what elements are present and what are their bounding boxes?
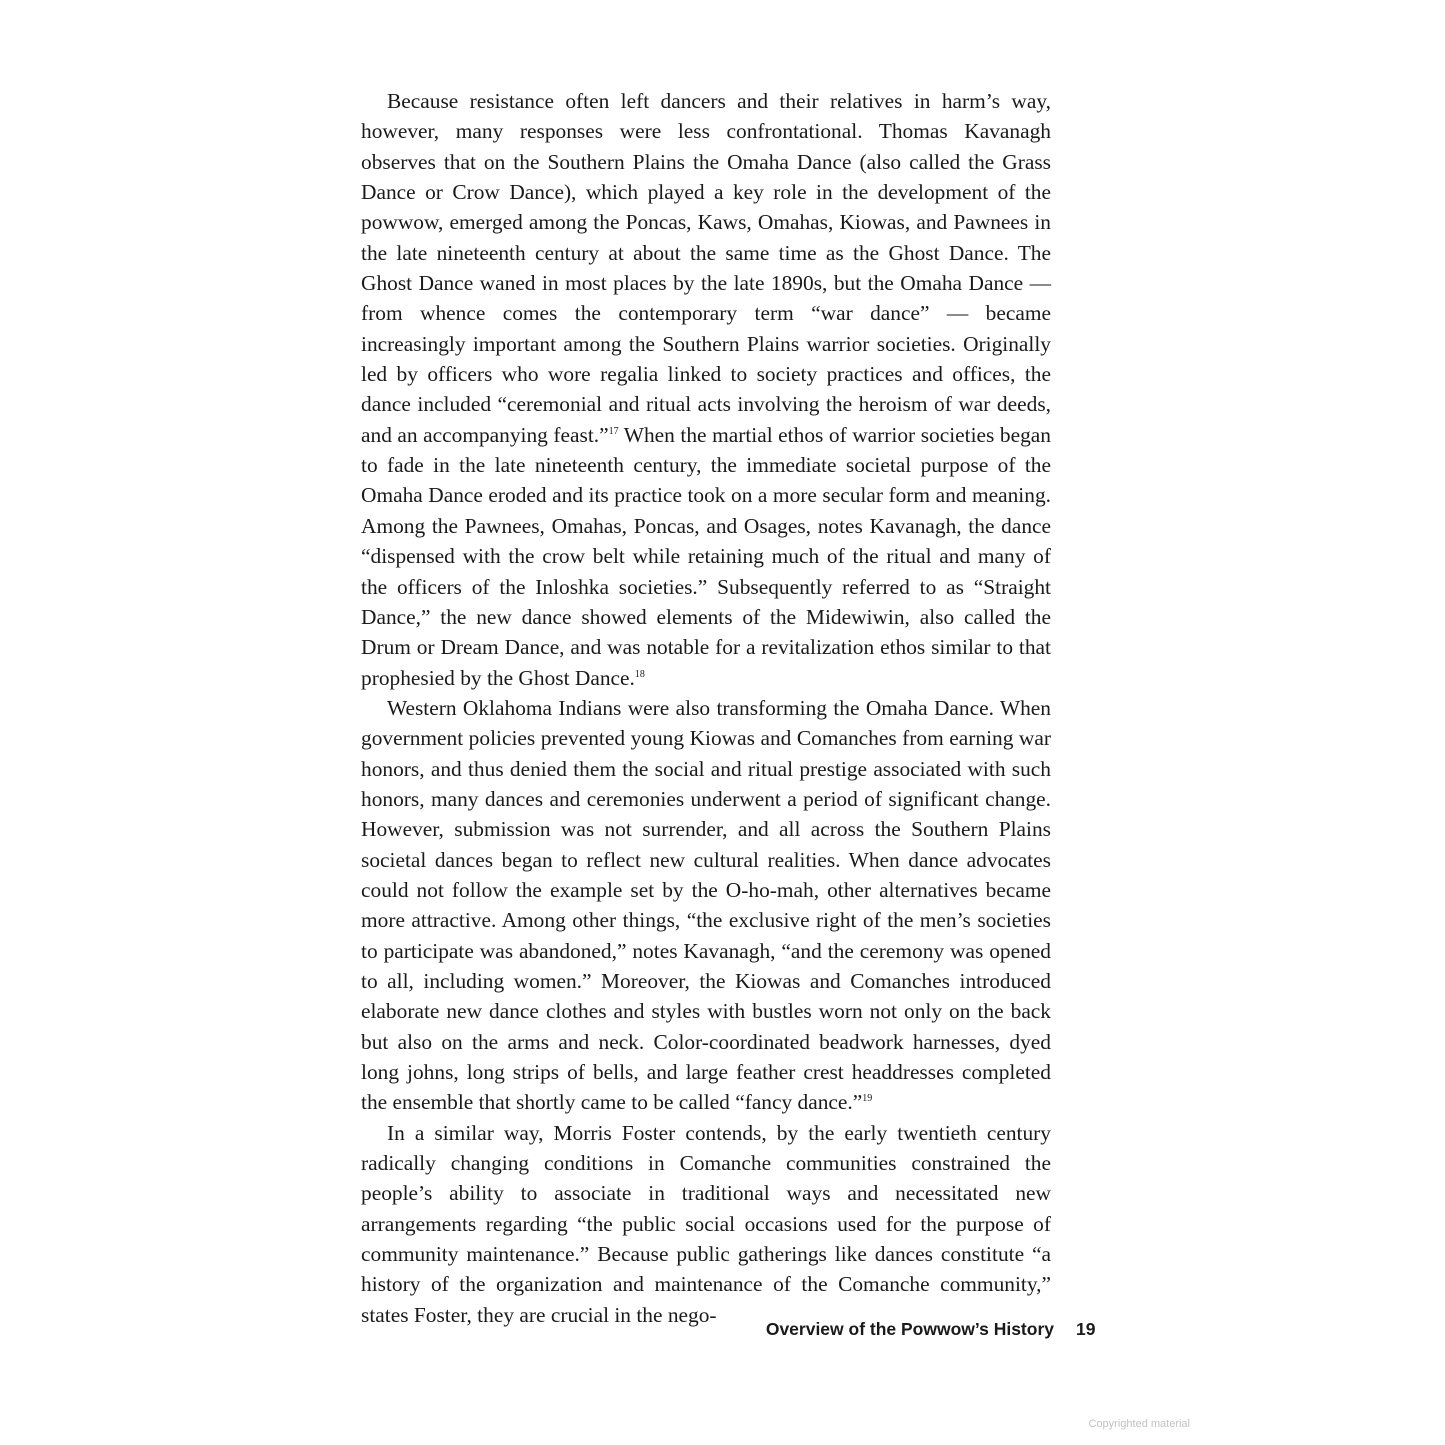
paragraph-3 xyxy=(361,1118,1051,1330)
running-title: Overview of the Powwow’s History xyxy=(765,1319,1054,1339)
page-number: 19 xyxy=(1076,1319,1096,1339)
paragraph-1 xyxy=(361,86,1051,693)
copyright-watermark: Copyrighted material xyxy=(1088,1418,1190,1430)
footnote-ref-17: 17 xyxy=(608,425,619,437)
paragraph-3-text: In a similar way, Morris Foster contends, by the early twentieth century radically changing conditions in Comanche communities constrained the people’s ability to associate in traditional ways and necessitated new arrangements regarding “the public social occasions used for the purpose of community maintenance.” Because public gatherings like dances constitute “a history of the organization and maintenance of the Comanche community,” states Foster, they are crucial in the nego- xyxy=(361,1120,1051,1327)
footnote-ref-18: 18 xyxy=(634,668,645,680)
paragraph-1-text-continued: When the martial ethos of warrior societies began to fade in the late nineteenth century, the immediate societal purpose of the Omaha Dance eroded and its practice took on a more secular form and meaning. Among the Pawnees, Omahas, Poncas, and Osages, notes Kavanagh, the dance “dispensed with the crow belt while retaining much of the ritual and many of the officers of the Inloshka societies.” Subsequently referred to as “Straight Dance,” the new dance showed elements of the Midewiwin, also called the Drum or Dream Dance, and was notable for a revitalization ethos similar to that prophesied by the Ghost Dance. xyxy=(361,422,1051,690)
paragraph-2 xyxy=(361,693,1051,1118)
body-text xyxy=(361,86,1051,1330)
running-footer xyxy=(700,1319,1100,1340)
paragraph-2-text: Western Oklahoma Indians were also transforming the Omaha Dance. When government policies prevented young Kiowas and Comanches from earning war honors, and thus denied them the social and ritual prestige associated with such honors, many dances and ceremonies underwent a period of significant change. However, submission was not surrender, and all across the Southern Plains societal dances began to reflect new cultural realities. When dance advocates could not follow the example set by the O-ho-mah, other alternatives became more attractive. Among other things, “the exclusive right of the men’s societies to participate was abandoned,” notes Kavanagh, “and the ceremony was opened to all, including women.” Moreover, the Kiowas and Comanches introduced elaborate new dance clothes and styles with bustles worn not only on the back but also on the arms and neck. Color-coordinated beadwork harnesses, dyed long johns, long strips of bells, and large feather crest headdresses completed the ensemble that shortly came to be called “fancy dance.” xyxy=(361,695,1051,1115)
paragraph-1-text: Because resistance often left dancers and their relatives in harm’s way, however, many responses were less confrontational. Thomas Kavanagh observes that on the Southern Plains the Omaha Dance (also called the Grass Dance or Crow Dance), which played a key role in the development of the powwow, emerged among the Poncas, Kaws, Omahas, Kiowas, and Pawnees in the late nineteenth century at about the same time as the Ghost Dance. The Ghost Dance waned in most places by the late 1890s, but the Omaha Dance — from whence comes the contemporary term “war dance” — became increasingly important among the Southern Plains warrior societies. Originally led by officers who wore regalia linked to society practices and offices, the dance included “ceremonial and ritual acts involving the heroism of war deeds, and an accompanying feast.” xyxy=(361,89,1051,447)
footnote-ref-19: 19 xyxy=(862,1093,873,1105)
